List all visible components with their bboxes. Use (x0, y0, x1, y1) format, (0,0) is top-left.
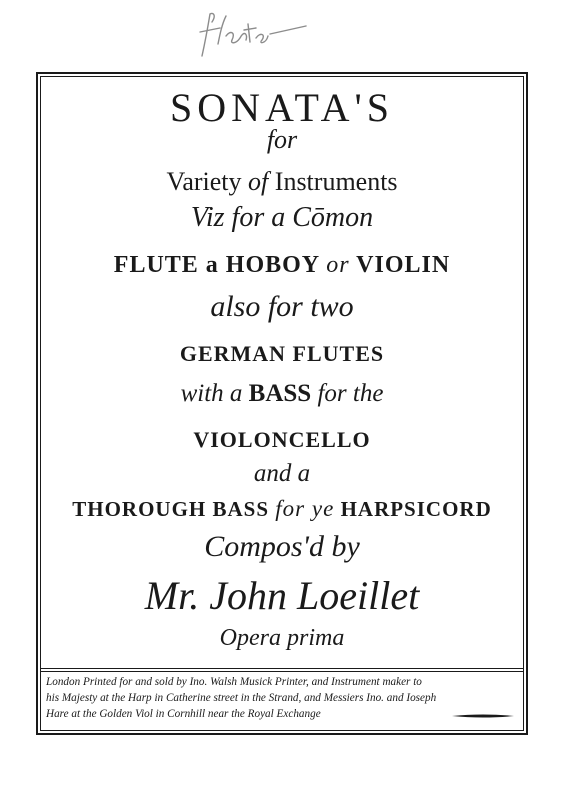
bass-text: BASS (248, 380, 312, 407)
line-also-for-two: also for two (210, 290, 354, 323)
imprint-divider (40, 668, 524, 669)
for-ye-text: for ye (275, 496, 335, 521)
imprint-flourish (452, 713, 514, 719)
composer-name: Mr. John Loeillet (144, 573, 420, 618)
variety-text: Variety (166, 167, 242, 196)
line-violoncello: VIOLONCELLO (193, 427, 371, 452)
line-opera-prima: Opera prima (219, 625, 345, 651)
line-with-a-bass (40, 380, 524, 408)
or-text: or (326, 252, 350, 278)
line-variety-of-instruments (40, 167, 524, 197)
flute-hoboy-text: FLUTE a HOBOY (113, 252, 320, 278)
line-composd-by: Compos'd by (204, 530, 360, 563)
violin-text: VIOLIN (356, 252, 451, 278)
line-for: for (266, 125, 298, 154)
of-text: of (248, 167, 269, 196)
pencil-note-text: flauto (196, 4, 199, 5)
line-german-flutes: GERMAN FLUTES (179, 341, 385, 366)
imprint-divider-double (40, 671, 524, 672)
line-and-a: and a (253, 460, 311, 487)
with-a-text: with a (180, 380, 243, 407)
instruments-text: Instruments (274, 167, 398, 196)
thorough-bass-text: THOROUGH BASS (72, 497, 270, 521)
imprint-line-1: London Printed for and sold by Ino. Walsh Musick Printer, and Instrument maker to (46, 676, 422, 688)
pencil-annotation (196, 4, 316, 62)
for-the-text: for the (317, 380, 384, 407)
line-flute-hoboy-violin (40, 252, 524, 279)
imprint-line-3: Hare at the Golden Viol in Cornhill near the Royal Exchange (46, 708, 321, 720)
main-title: SONATA'S (169, 85, 395, 130)
line-viz-for-a-common: Viz for a Cōmon (190, 202, 374, 233)
harpsicord-text: HARPSICORD (340, 497, 492, 521)
line-thorough-bass (44, 496, 520, 522)
imprint-line-2: his Majesty at the Harp in Catherine street in the Strand, and Messiers Ino. and Ioseph (46, 692, 437, 704)
